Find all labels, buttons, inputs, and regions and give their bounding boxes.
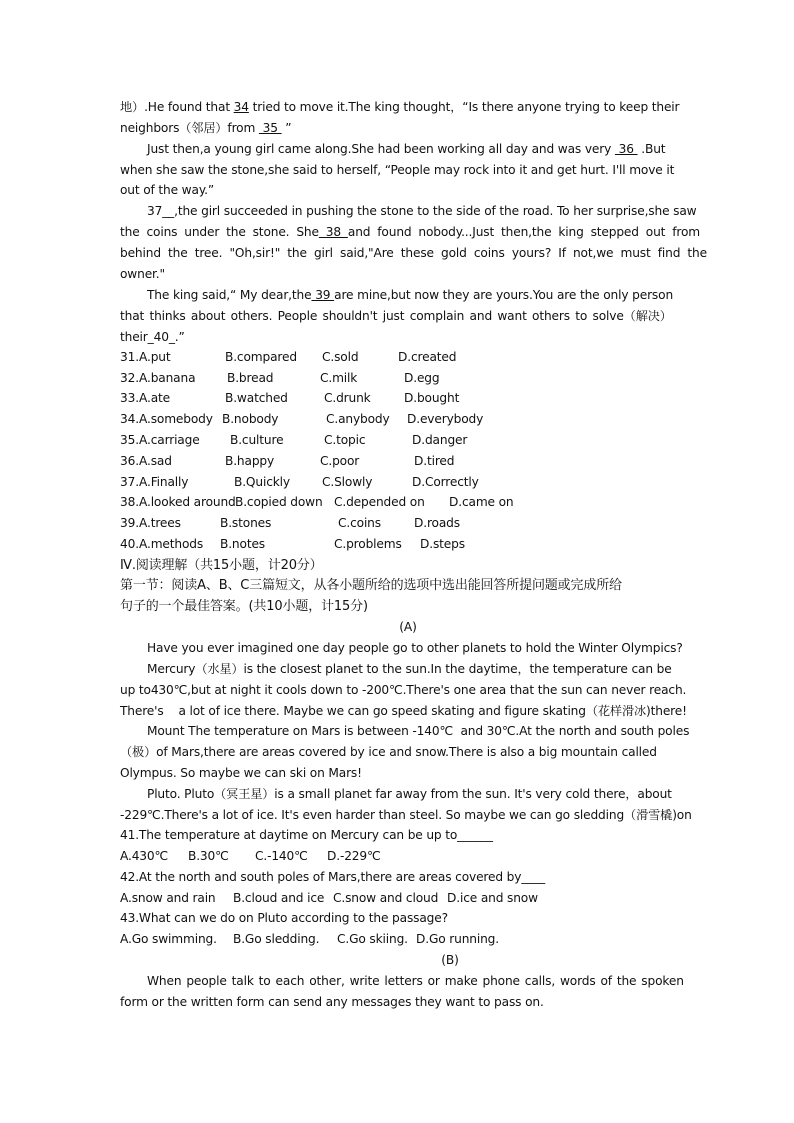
question-number: 34. — [120, 412, 139, 426]
question-number: 37. — [120, 475, 139, 489]
option-d: D.Correctly — [412, 475, 479, 489]
option-b: B.happy — [225, 454, 275, 468]
question-number: 38. — [120, 495, 139, 509]
passage-line: form or the written form can send any messages they want to pass on. — [120, 995, 544, 1009]
passage-line: Mercury（水星）is the closest planet to the sun.In the daytime，the temperature can be — [147, 662, 672, 676]
passage-line: Pluto. Pluto（冥王星）is a small planet far away from the sun. It's very cold there，about — [147, 787, 672, 801]
option-d: D.tired — [414, 454, 455, 468]
option-c: C.milk — [320, 371, 358, 385]
option-a: A.trees — [139, 516, 181, 530]
cloze-line — [147, 139, 665, 160]
passage-line: When people talk to each other, write letters or make phone calls, words of the spoken — [147, 974, 684, 988]
cloze-line — [120, 327, 185, 348]
option-c: C.coins — [338, 516, 381, 530]
option-d: D.created — [398, 350, 457, 364]
blank-39: 39 — [311, 288, 335, 302]
question-42-stem: 42.At the north and south poles of Mars,there are areas covered by____ — [120, 870, 546, 884]
text: ” — [281, 121, 292, 135]
option-b: B.compared — [225, 350, 297, 364]
option-c: C.anybody — [326, 412, 390, 426]
blank-35: 35 — [258, 121, 282, 135]
q43-option-c: C.Go skiing. — [337, 932, 408, 946]
section-heading: Ⅳ.阅读理解（共15小题，计20分） — [120, 558, 323, 573]
cloze-line — [120, 118, 291, 139]
passage-label: (A) — [399, 620, 417, 634]
text: ,the girl succeeded in pushing the stone to the side of the road. To her surprise,she saw — [174, 204, 697, 218]
option-b: B.notes — [220, 537, 265, 551]
cloze-line — [120, 97, 679, 118]
text: Just then,a young girl came along.She had been working all day and was very — [147, 142, 615, 156]
q43-option-b: B.Go sledding. — [233, 932, 320, 946]
option-b: B.copied down — [235, 495, 323, 509]
option-d: D.everybody — [407, 412, 484, 426]
option-d: D.danger — [412, 433, 468, 447]
cloze-line: out of the way.” — [120, 183, 215, 197]
q42-option-a: A.snow and rain — [120, 891, 216, 905]
option-b: B.Quickly — [234, 475, 290, 489]
blank-38: 38 — [318, 225, 348, 239]
question-number: 35. — [120, 433, 139, 447]
text: neighbors（邻居）from — [120, 121, 259, 135]
text: 地）.He found that — [120, 100, 234, 114]
cloze-line: when she saw the stone,she said to herself, “People may rock into it and get hurt. I'll move it — [120, 163, 675, 177]
text: the coins under the stone. She — [120, 225, 319, 239]
option-a: A.banana — [139, 371, 196, 385]
text: .But — [637, 142, 666, 156]
text: are mine,but now they are yours.You are the only person — [334, 288, 674, 302]
option-c: C.depended on — [334, 495, 425, 509]
option-c: C.Slowly — [322, 475, 373, 489]
blank-36: 36 — [614, 142, 638, 156]
option-d: D.bought — [404, 391, 460, 405]
question-number: 39. — [120, 516, 139, 530]
cloze-line: behind the tree. "Oh,sir!" the girl said,"Are these gold coins yours? If not,we must find the — [120, 246, 707, 260]
option-a: A.Finally — [139, 475, 189, 489]
option-d: D.roads — [414, 516, 460, 530]
option-b: B.culture — [230, 433, 284, 447]
text: The king said,“ My dear,the — [147, 288, 312, 302]
passage-line: Have you ever imagined one day people go to other planets to hold the Winter Olympics? — [147, 641, 683, 655]
passage-line: （极）of Mars,there are areas covered by ice and snow.There is also a big mountain called — [120, 745, 657, 759]
cloze-line: owner." — [120, 267, 165, 281]
option-a: A.carriage — [139, 433, 200, 447]
section-instruction: 第一节：阅读A、B、C三篇短文，从各小题所给的选项中选出能回答所提问题或完成所给 — [120, 578, 622, 593]
option-b: B.bread — [227, 371, 274, 385]
option-b: B.nobody — [222, 412, 279, 426]
text: their_40 — [120, 330, 169, 344]
blank-37: __ — [162, 204, 175, 218]
option-b: B.watched — [225, 391, 288, 405]
cloze-line — [147, 201, 696, 222]
q43-option-a: A.Go swimming. — [120, 932, 217, 946]
option-c: C.drunk — [324, 391, 371, 405]
question-43-stem: 43.What can we do on Pluto according to the passage? — [120, 911, 448, 925]
option-a: A.methods — [139, 537, 204, 551]
q41-option-d: D.-229℃ — [327, 849, 381, 863]
blank-34: 34 — [233, 100, 249, 114]
passage-line: -229℃.There's a lot of ice. It's even harder than steel. So maybe we can go sledding（滑雪橇)on — [120, 808, 692, 822]
option-c: C.poor — [320, 454, 360, 468]
option-d: D.steps — [420, 537, 465, 551]
blank-40: _ — [168, 330, 175, 344]
option-c: C.sold — [322, 350, 359, 364]
option-a: A.looked around — [139, 495, 236, 509]
option-b: B.stones — [220, 516, 272, 530]
passage-label: (B) — [441, 953, 459, 967]
q43-option-d: D.Go running. — [416, 932, 499, 946]
option-a: A.put — [139, 350, 171, 364]
cloze-line — [147, 285, 673, 306]
question-number: 32. — [120, 371, 139, 385]
question-number: 33. — [120, 391, 139, 405]
q41-option-c: C.-140℃ — [255, 849, 308, 863]
passage-line: up to430℃,but at night it cools down to -200℃.There's one area that the sun can never reach. — [120, 683, 687, 697]
cloze-line — [120, 222, 700, 243]
passage-line: There's a lot of ice there. Maybe we can go speed skating and figure skating（花样滑冰)there! — [120, 704, 687, 718]
text: tried to move it.The king thought，“Is there anyone trying to keep their — [248, 100, 680, 114]
q42-option-b: B.cloud and ice — [233, 891, 325, 905]
q42-option-c: C.snow and cloud — [333, 891, 439, 905]
q41-option-a: A.430℃ — [120, 849, 169, 863]
question-number: 40. — [120, 537, 139, 551]
passage-line: Mount The temperature on Mars is between -140℃ and 30℃.At the north and south poles — [147, 724, 690, 738]
option-d: D.egg — [404, 371, 440, 385]
option-d: D.came on — [449, 495, 514, 509]
option-a: A.sad — [139, 454, 172, 468]
passage-line: Olympus. So maybe we can ski on Mars! — [120, 766, 362, 780]
section-instruction: 句子的一个最佳答案。(共10小题，计15分) — [120, 599, 368, 614]
q42-option-d: D.ice and snow — [447, 891, 538, 905]
text: .” — [174, 330, 185, 344]
cloze-line: that thinks about others. People shouldn't just complain and want others to solve（解决） — [120, 309, 672, 323]
text: and found nobody...Just then,the king stepped out from — [347, 225, 700, 239]
option-c: C.topic — [324, 433, 366, 447]
text: 37 — [147, 204, 163, 218]
option-a: A.ate — [139, 391, 170, 405]
option-a: A.somebody — [139, 412, 213, 426]
question-number: 36. — [120, 454, 139, 468]
question-41-stem: 41.The temperature at daytime on Mercury can be up to______ — [120, 828, 493, 842]
option-c: C.problems — [334, 537, 402, 551]
question-number: 31. — [120, 350, 139, 364]
q41-option-b: B.30℃ — [188, 849, 229, 863]
